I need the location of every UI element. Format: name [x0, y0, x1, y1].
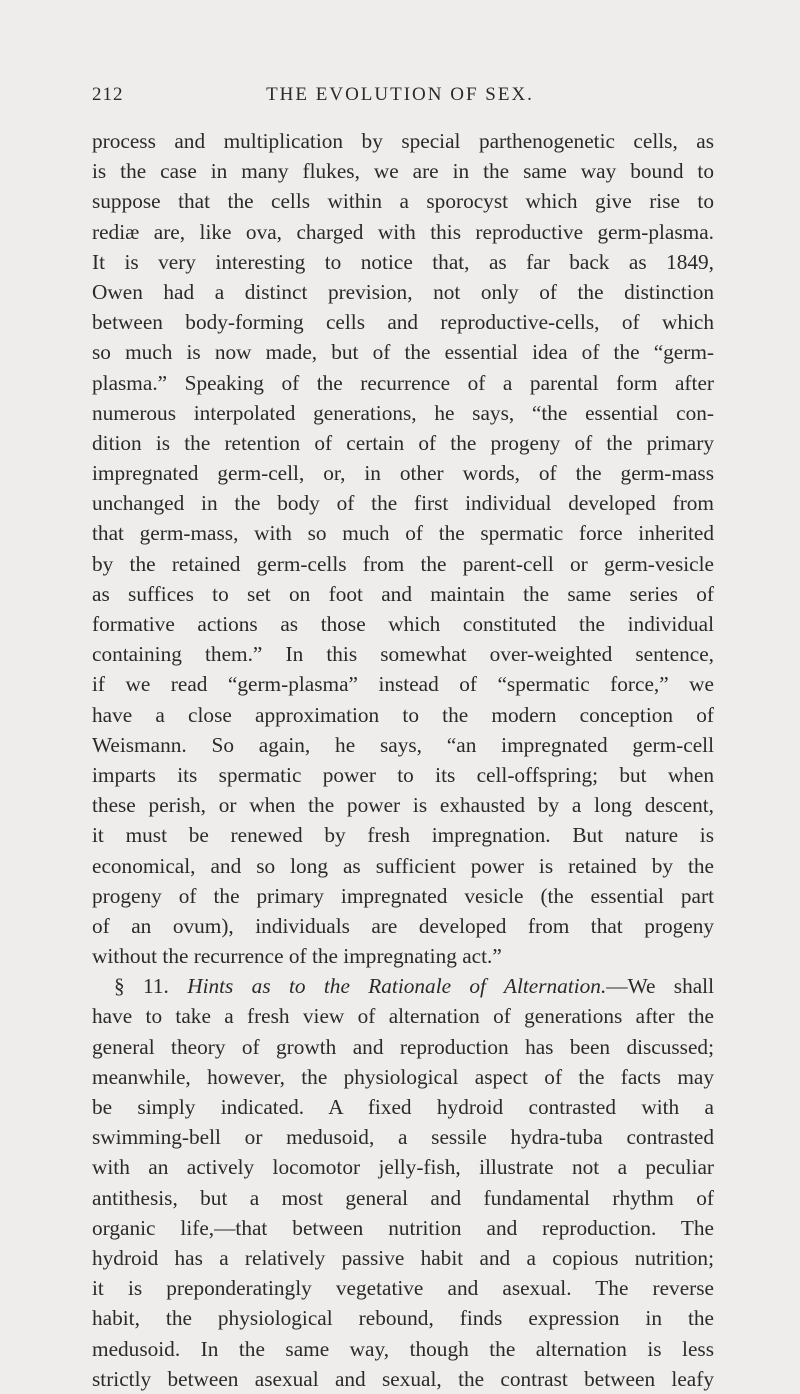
- text-line: Owen had a distinct prevision, not only of the distinction: [92, 279, 714, 304]
- text-line: these perish, or when the power is exhausted by a long descent,: [92, 793, 714, 818]
- text-line: is the case in many flukes, we are in the same way bound to: [92, 159, 714, 184]
- text-line: process and multiplication by special parthenogenetic cells, as: [92, 129, 714, 153]
- text-line: progeny of the primary impregnated vesicle (the essential part: [92, 883, 714, 908]
- text-line: hydroid has a relatively passive habit and a copious nutrition;: [92, 1245, 714, 1270]
- text-line: medusoid. In the same way, though the alternation is less: [92, 1336, 714, 1361]
- text-line: organic life,—that between nutrition and reproduction. The: [92, 1215, 714, 1240]
- body-text: [92, 126, 714, 1394]
- text-line: rediæ are, like ova, charged with this reproductive germ-plasma.: [92, 219, 714, 244]
- text-line: economical, and so long as sufficient power is retained by the: [92, 853, 714, 878]
- text-line: have to take a fresh view of alternation of generations after the: [92, 1004, 714, 1029]
- text-line: between body-forming cells and reproductive-cells, of which: [92, 310, 714, 335]
- running-title: THE EVOLUTION OF SEX.: [266, 84, 534, 105]
- section-heading-line: [92, 971, 714, 1001]
- text-line: Weismann. So again, he says, “an impregnated germ-cell: [92, 732, 714, 757]
- text-line: strictly between asexual and sexual, the contrast between leafy: [92, 1366, 714, 1391]
- section-11: [92, 971, 714, 1394]
- section-number: § 11.: [114, 974, 169, 999]
- text-line: formative actions as those which constituted the individual: [92, 612, 714, 636]
- text-line: it is preponderatingly vegetative and asexual. The reverse: [92, 1276, 714, 1301]
- text-line: without the recurrence of the impregnating act.”: [92, 944, 502, 969]
- text-line: it must be renewed by fresh impregnation. But nature is: [92, 823, 714, 848]
- text-line: containing them.” In this somewhat over-weighted sentence,: [92, 642, 714, 667]
- page-number: 212: [92, 84, 124, 105]
- text-line: be simply indicated. A fixed hydroid contrasted with a: [92, 1095, 714, 1119]
- text-fragment: —We shall: [606, 974, 714, 999]
- text-line: as suffices to set on foot and maintain the same series of: [92, 581, 714, 606]
- text-line: antithesis, but a most general and fundamental rhythm of: [92, 1185, 714, 1210]
- text-line: swimming-bell or medusoid, a sessile hydra-tuba contrasted: [92, 1125, 714, 1150]
- text-line: It is very interesting to notice that, as far back as 1849,: [92, 249, 714, 274]
- section-heading: Hints as to the Rationale of Alternation.: [187, 974, 607, 999]
- text-line: of an ovum), individuals are developed from that progeny: [92, 913, 714, 938]
- text-line: so much is now made, but of the essential idea of the “germ-: [92, 340, 714, 365]
- text-line: by the retained germ-cells from the parent-cell or germ-vesicle: [92, 551, 714, 576]
- text-line: if we read “germ-plasma” instead of “spermatic force,” we: [92, 672, 714, 697]
- text-line: that germ-mass, with so much of the spermatic force inherited: [92, 521, 714, 546]
- text-line: with an actively locomotor jelly-fish, illustrate not a peculiar: [92, 1155, 714, 1180]
- text-line: habit, the physiological rebound, finds expression in the: [92, 1306, 714, 1331]
- text-line: have a close approximation to the modern conception of: [92, 702, 714, 727]
- page-header: [92, 84, 708, 114]
- text-line: general theory of growth and reproduction has been discussed;: [92, 1034, 714, 1059]
- text-line: impregnated germ-cell, or, in other words, of the germ-mass: [92, 461, 714, 486]
- text-line: plasma.” Speaking of the recurrence of a parental form after: [92, 370, 714, 395]
- text-line: meanwhile, however, the physiological aspect of the facts may: [92, 1064, 714, 1089]
- text-line: unchanged in the body of the first individual developed from: [92, 491, 714, 516]
- paragraph: [92, 126, 714, 971]
- text-line: imparts its spermatic power to its cell-offspring; but when: [92, 762, 714, 787]
- text-line: numerous interpolated generations, he says, “the essential con-: [92, 400, 714, 425]
- text-line: suppose that the cells within a sporocyst which give rise to: [92, 189, 714, 214]
- text-line: dition is the retention of certain of the progeny of the primary: [92, 430, 714, 455]
